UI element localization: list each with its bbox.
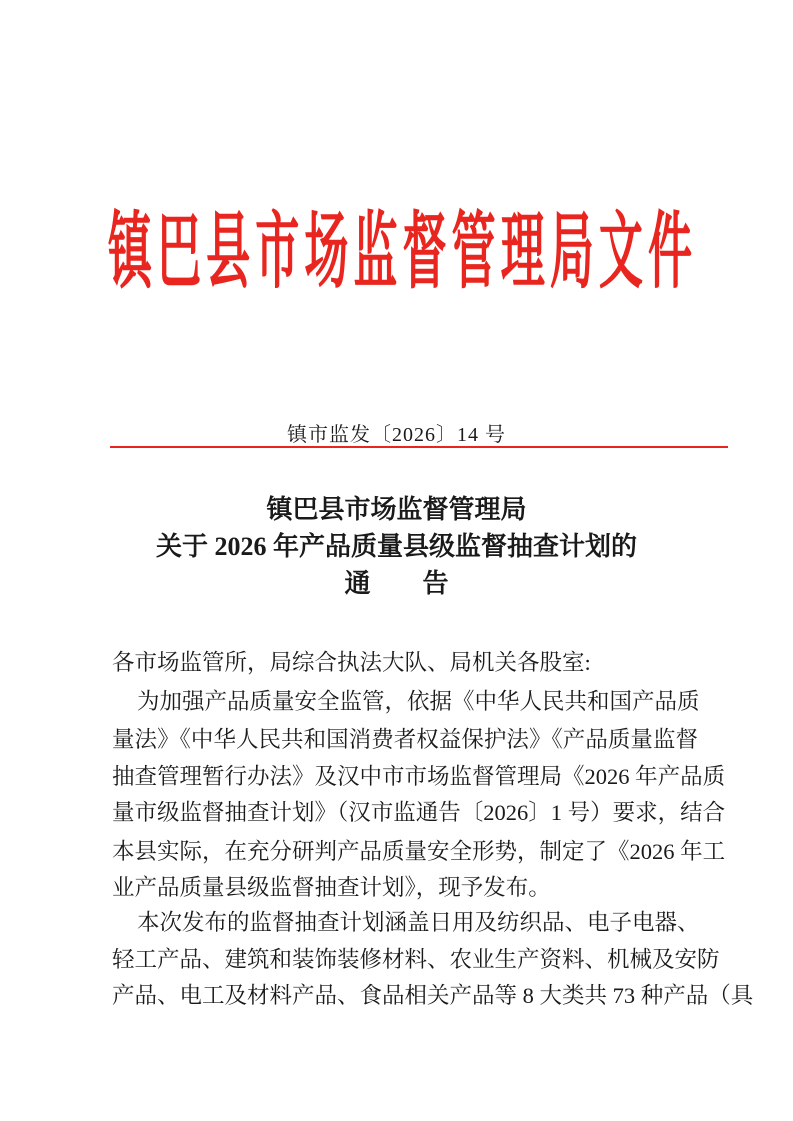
document-number: 镇市监发〔2026〕14 号: [287, 424, 506, 446]
body-line: 量市级监督抽查计划》（汉市监通告〔2026〕1 号）要求，结合: [112, 800, 726, 825]
title-line-2: 关于 2026 年产品质量县级监督抽查计划的: [155, 532, 637, 561]
body-line: 本县实际，在充分研判产品质量安全形势，制定了《2026 年工: [112, 839, 726, 864]
title-line-1: 镇巴县市场监督管理局: [266, 495, 527, 524]
body-line: 量法》《中华人民共和国消费者权益保护法》《产品质量监督: [112, 727, 698, 752]
addressee: 各市场监管所，局综合执法大队、局机关各股室:: [112, 650, 591, 675]
body-line: 业产品质量县级监督抽查计划》，现予发布。: [112, 875, 551, 900]
issuer-red-header: 镇巴县市场监督管理局文件: [108, 204, 692, 301]
red-divider: [110, 446, 728, 448]
title-line-3: 通 告: [344, 569, 449, 598]
body-line: 产品、电工及材料产品、食品相关产品等 8 大类共 73 种产品（具: [112, 983, 754, 1008]
body-line: 轻工产品、建筑和装饰装修材料、农业生产资料、机械及安防: [112, 947, 720, 972]
body-line: 抽查管理暂行办法》及汉中市市场监督管理局《2026 年产品质: [112, 764, 726, 789]
body-line: 为加强产品质量安全监管，依据《中华人民共和国产品质: [137, 689, 700, 714]
body-line: 本次发布的监督抽查计划涵盖日用及纺织品、电子电器、: [137, 910, 700, 935]
